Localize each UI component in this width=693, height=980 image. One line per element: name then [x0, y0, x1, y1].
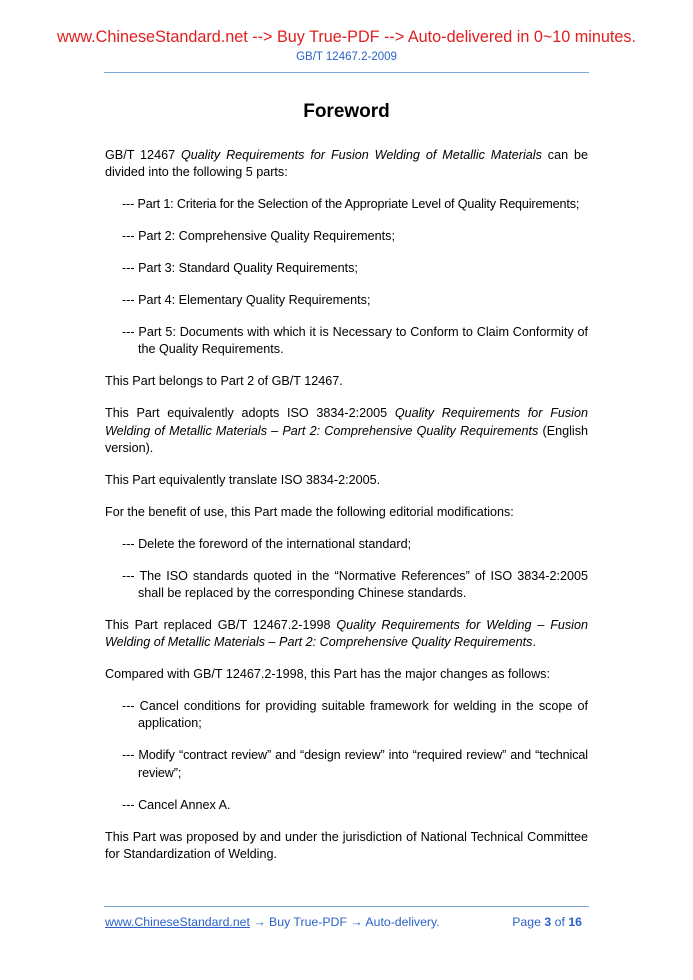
adopts-head: This Part equivalently adopts ISO 3834-2:2005 [105, 406, 395, 421]
modification-2-item: --- The ISO standards quoted in the “Normative References” of ISO 3834-2:2005 shall be replaced by the corresponding Chinese standards. [122, 568, 588, 601]
page-label: Page [512, 915, 545, 929]
page-total: 16 [568, 915, 582, 929]
replaced-title: Quality Requirements for Welding – Fusion Welding of Metallic Materials – Part 2: Comprehensive Quality Requirements [105, 618, 588, 650]
footer-buy-text: → Buy True-PDF → Auto-delivery. [249, 915, 440, 929]
part-3-item: --- Part 3: Standard Quality Requirements; [122, 261, 358, 276]
replaced-head: This Part replaced GB/T 12467.2-1998 [105, 618, 337, 633]
part-4-item: --- Part 4: Elementary Quality Requirements; [122, 293, 371, 308]
document-number: GB/T 12467.2-2009 [296, 51, 397, 63]
part-5-item: --- Part 5: Documents with which it is Necessary to Conform to Claim Conformity of the Quality Requirements. [122, 325, 588, 357]
replaced-tail: . [532, 635, 536, 650]
standard-code: GB/T 12467 [105, 148, 181, 162]
change-2-item: --- Modify “contract review” and “design review” into “required review” and “technical review”; [122, 748, 588, 780]
page-current: 3 [544, 915, 552, 929]
change-1-item: --- Cancel conditions for providing suitable framework for welding in the scope of application; [122, 699, 588, 731]
proposed-paragraph: This Part was proposed by and under the jurisdiction of National Technical Committee for Standardization of Welding. [105, 829, 588, 861]
standard-title: Quality Requirements for Fusion Welding of Metallic Materials [180, 148, 542, 162]
modification-1-item: --- Delete the foreword of the international standard; [122, 536, 412, 551]
adopts-paragraph [105, 405, 588, 457]
footer-left [105, 915, 440, 929]
adopts-tail: (English version). [105, 423, 588, 455]
translate-paragraph: This Part equivalently translate ISO 3834-2:2005. [105, 472, 381, 487]
foreword-body [105, 147, 588, 878]
changes-paragraph: Compared with GB/T 12467.2-1998, this Part has the major changes as follows: [105, 667, 550, 682]
intro-paragraph [105, 147, 588, 181]
header-divider [104, 72, 589, 73]
intro-tail: can be divided into the following 5 parts: [105, 148, 589, 180]
of-label: of [551, 915, 569, 929]
part-1-item: --- Part 1: Criteria for the Selection of the Appropriate Level of Quality Requirements; [122, 197, 580, 212]
replaced-paragraph [105, 617, 588, 651]
adopts-title: Quality Requirements for Fusion Welding of Metallic Materials – Part 2: Comprehensive Quality Requirements [105, 406, 588, 438]
change-3-item: --- Cancel Annex A. [122, 797, 231, 812]
footer-divider [104, 906, 589, 907]
page-title: Foreword [303, 101, 390, 122]
modifications-paragraph: For the benefit of use, this Part made the following editorial modifications: [105, 504, 514, 519]
belongs-paragraph: This Part belongs to Part 2 of GB/T 12467. [105, 374, 343, 389]
top-banner[interactable]: www.ChineseStandard.net --> Buy True-PDF --> Auto-delivered in 0~10 minutes. [57, 28, 636, 46]
footer-site-link[interactable]: www.ChineseStandard.net [105, 915, 250, 929]
part-2-item: --- Part 2: Comprehensive Quality Requirements; [122, 229, 395, 244]
page-indicator [512, 915, 582, 929]
